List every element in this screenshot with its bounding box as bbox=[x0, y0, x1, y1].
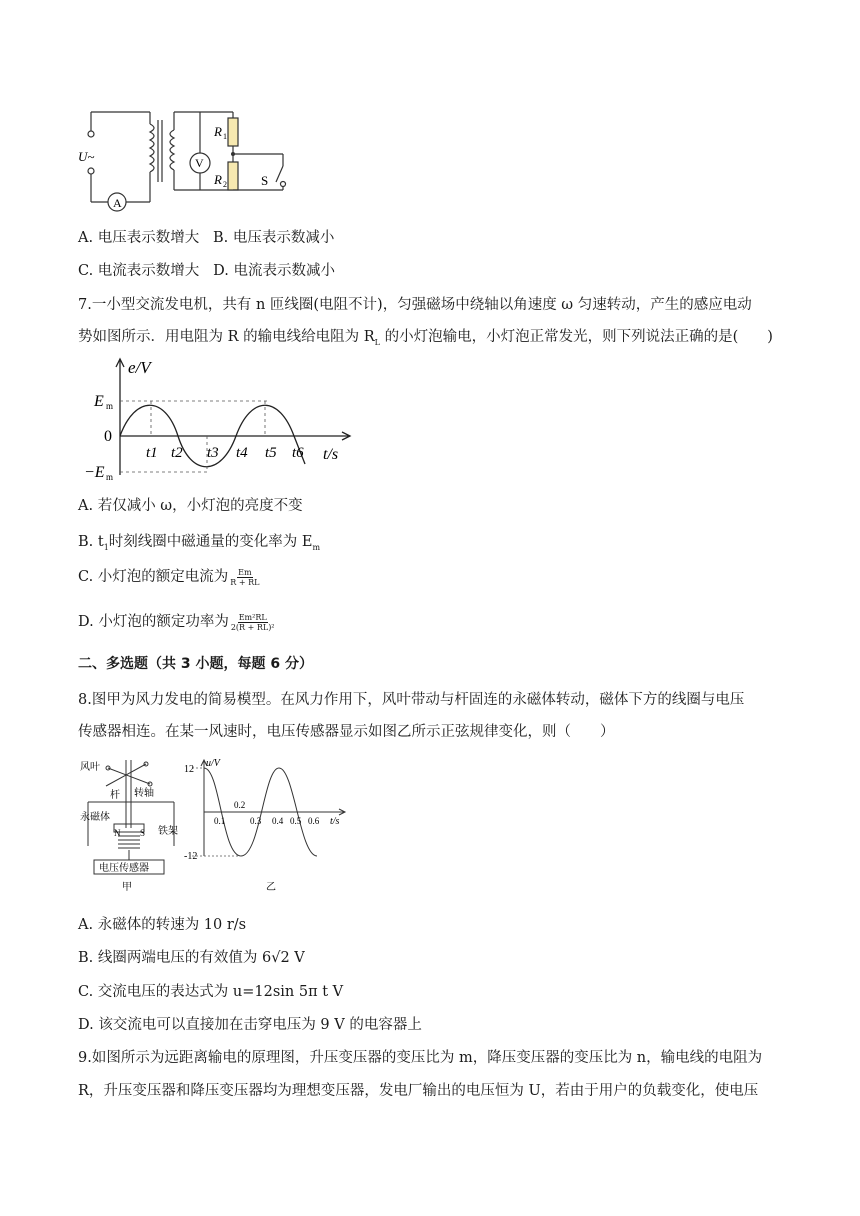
r1-sub: 1 bbox=[223, 132, 227, 141]
tick-t5: t5 bbox=[265, 445, 277, 461]
q6-options-row2 bbox=[78, 259, 335, 280]
y-axis-label: e/V bbox=[128, 358, 151, 377]
q7-option-a: A. 若仅减小 ω，小灯泡的亮度不变 bbox=[78, 498, 303, 514]
tick-t6: t6 bbox=[292, 445, 304, 461]
svg-text:铁架: 铁架 bbox=[158, 826, 178, 837]
q7-c-fraction-den: R + RL bbox=[230, 577, 260, 587]
q7-stem-line1: 7.一小型交流发电机，共有 n 匝线圈(电阻不计)，匀强磁场中绕轴以角速度 ω 匀速转动，产生的感应电动 bbox=[78, 297, 752, 313]
caption-yi: 乙 bbox=[266, 882, 276, 893]
tick-t1: t1 bbox=[146, 445, 158, 461]
q7-option-b: B. $t_1$时刻线圈中磁通量的变化率为 $E_m$ bbox=[78, 534, 321, 552]
q9-line2: R，升压变压器和降压变压器均为理想变压器，发电厂输出的电压恒为 U，若由于用户的负载变化，使电压 bbox=[78, 1083, 759, 1099]
q8-stem-line1: 8.图甲为风力发电的简易模型。在风力作用下，风叶带动与杆固连的永磁体转动，磁体下方的线圈与电压 bbox=[78, 692, 745, 708]
q8-figure-yi bbox=[180, 756, 350, 896]
q7-d-fraction-den: 2(R + RL)² bbox=[230, 622, 275, 632]
source-label: U~ bbox=[78, 149, 95, 164]
svg-text:t/s: t/s bbox=[330, 816, 340, 827]
q8-option-c: C. 交流电压的表达式为 u=12sin 5π t V bbox=[78, 984, 344, 1000]
q8-stem-line2: 传感器相连。在某一风速时，电压传感器显示如图乙所示正弦规律变化，则（ ） bbox=[78, 724, 615, 740]
svg-text:12: 12 bbox=[184, 764, 194, 775]
q7-c-fraction-num: Em bbox=[238, 567, 252, 577]
r2-label: R bbox=[214, 172, 222, 187]
neg-em-label: −E bbox=[84, 464, 105, 481]
zero-label: 0 bbox=[104, 428, 112, 445]
em-label: E bbox=[94, 393, 104, 410]
r1-label: R bbox=[214, 124, 222, 139]
q6-circuit-figure bbox=[78, 104, 298, 216]
q8-option-a: A. 永磁体的转速为 10 r/s bbox=[78, 917, 247, 933]
q6-option-a: A. 电压表示数增大 bbox=[78, 230, 200, 246]
voltmeter-label: V bbox=[195, 156, 204, 170]
svg-text:0.6: 0.6 bbox=[308, 816, 320, 826]
x-axis-label: t/s bbox=[323, 446, 339, 463]
svg-text:N: N bbox=[114, 828, 121, 838]
svg-text:永磁体: 永磁体 bbox=[80, 812, 110, 823]
q6-option-b: B. 电压表示数减小 bbox=[213, 230, 335, 246]
svg-text:m: m bbox=[106, 401, 114, 411]
svg-text:电压传感器: 电压传感器 bbox=[99, 863, 149, 874]
q7-stem-line2: 势如图所示．用电阻为 R 的输电线给电阻为 $R_L$ 的小灯泡输电，小灯泡正常发光，则下列说法正确的是( ) bbox=[78, 329, 773, 347]
svg-text:杆: 杆 bbox=[110, 790, 120, 801]
caption-jia: 甲 bbox=[122, 882, 132, 893]
q7-option-d: D. 小灯泡的额定功率为 $\frac{\text{Em²RL}}{\text{2(R + RL)²}}$ bbox=[78, 612, 275, 632]
svg-text:0.1: 0.1 bbox=[214, 816, 226, 826]
q6-options-row1 bbox=[78, 226, 334, 247]
svg-text:u/V: u/V bbox=[206, 758, 220, 769]
svg-text:0.4: 0.4 bbox=[272, 816, 284, 826]
tick-t2: t2 bbox=[171, 445, 183, 461]
svg-text:0.2: 0.2 bbox=[234, 800, 246, 810]
svg-text:S: S bbox=[140, 828, 146, 838]
r2-sub: 2 bbox=[223, 180, 227, 189]
tick-t3: t3 bbox=[207, 445, 219, 461]
q8-figure-jia bbox=[78, 756, 188, 896]
section-2-heading: 二、多选题（共 3 小题，每题 6 分） bbox=[78, 656, 313, 672]
svg-text:0.3: 0.3 bbox=[250, 816, 262, 826]
switch-label: S bbox=[261, 173, 269, 188]
svg-text:-12: -12 bbox=[184, 851, 198, 862]
q8-option-b: B. 线圈两端电压的有效值为 6√2 V bbox=[78, 950, 305, 966]
q6-option-c: C. 电流表示数增大 bbox=[78, 263, 200, 279]
q7-emf-graph bbox=[80, 355, 370, 485]
svg-text:转轴: 转轴 bbox=[134, 788, 154, 799]
ammeter-label: A bbox=[113, 196, 122, 210]
tick-t4: t4 bbox=[236, 445, 248, 461]
svg-text:m: m bbox=[106, 472, 114, 482]
svg-text:风叶: 风叶 bbox=[80, 762, 100, 773]
q7-d-fraction-num: Em²RL bbox=[238, 612, 267, 622]
svg-text:0.5: 0.5 bbox=[290, 816, 302, 826]
q9-line1: 9.如图所示为远距离输电的原理图，升压变压器的变压比为 m，降压变压器的变压比为 n，输电线的电阻为 bbox=[78, 1050, 763, 1066]
q7-option-c: C. 小灯泡的额定电流为 $\frac{Em}{R + RL}$ bbox=[78, 567, 260, 587]
q6-option-d: D. 电流表示数减小 bbox=[213, 263, 335, 279]
q8-option-d: D. 该交流电可以直接加在击穿电压为 9 V 的电容器上 bbox=[78, 1017, 422, 1033]
